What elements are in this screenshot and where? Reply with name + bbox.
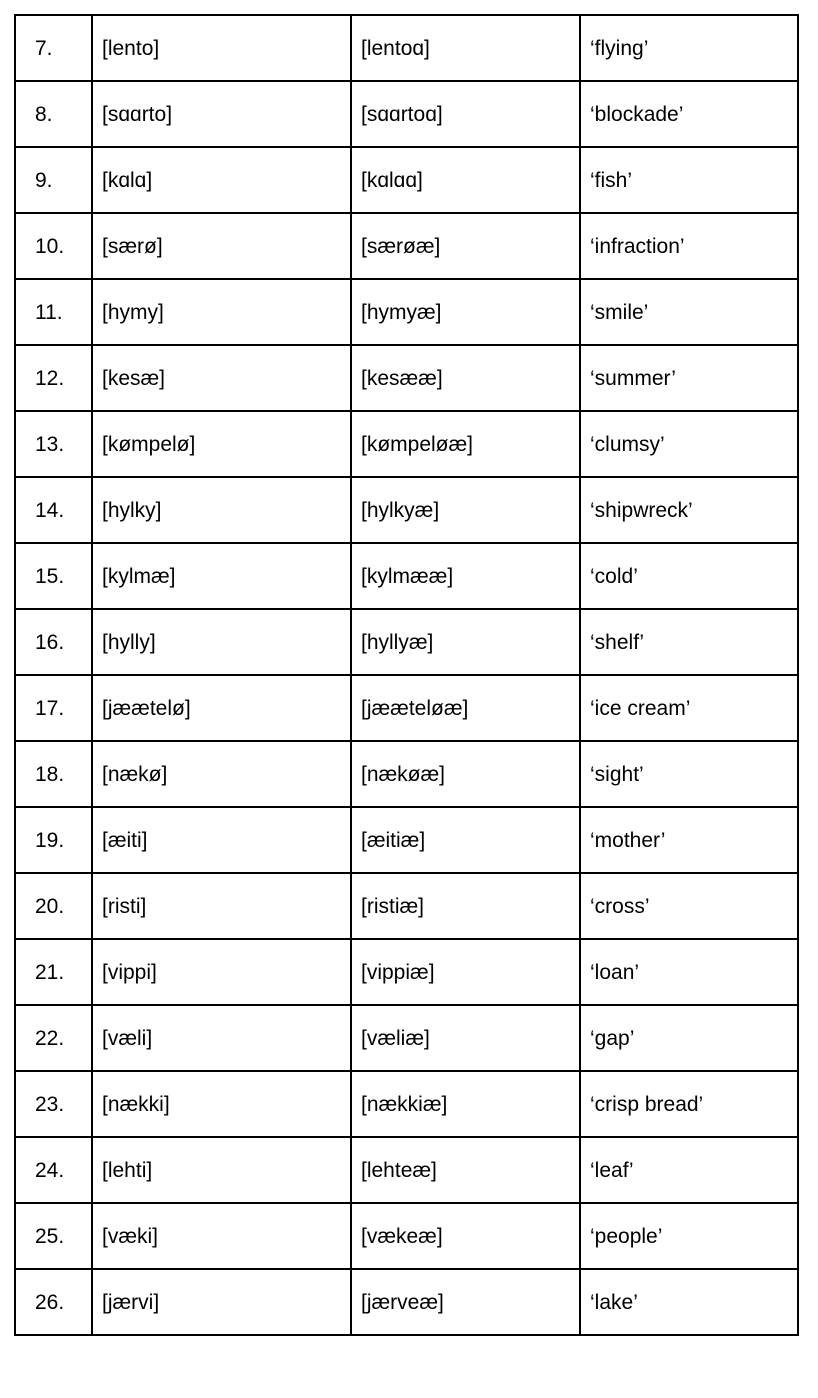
suffixed-form-cell: [vippiæ] bbox=[351, 939, 580, 1005]
row-number-cell: 26. bbox=[15, 1269, 92, 1335]
suffixed-form-cell: [særøæ] bbox=[351, 213, 580, 279]
singular-form-cell: [lento] bbox=[92, 15, 351, 81]
suffixed-form-cell: [lehteæ] bbox=[351, 1137, 580, 1203]
suffixed-form-cell: [vækeæ] bbox=[351, 1203, 580, 1269]
suffixed-form-cell: [ristiæ] bbox=[351, 873, 580, 939]
suffixed-form-cell: [æitiæ] bbox=[351, 807, 580, 873]
table-row bbox=[15, 675, 798, 741]
suffixed-form-cell: [væliæ] bbox=[351, 1005, 580, 1071]
gloss-cell: ‘cold’ bbox=[580, 543, 798, 609]
singular-form-cell: [kømpelø] bbox=[92, 411, 351, 477]
row-number-cell: 24. bbox=[15, 1137, 92, 1203]
singular-form-cell: [lehti] bbox=[92, 1137, 351, 1203]
suffixed-form-cell: [hymyæ] bbox=[351, 279, 580, 345]
table-row bbox=[15, 1005, 798, 1071]
row-number-cell: 14. bbox=[15, 477, 92, 543]
suffixed-form-cell: [jææteløæ] bbox=[351, 675, 580, 741]
gloss-cell: ‘mother’ bbox=[580, 807, 798, 873]
suffixed-form-cell: [kesææ] bbox=[351, 345, 580, 411]
row-number-cell: 13. bbox=[15, 411, 92, 477]
suffixed-form-cell: [kylmææ] bbox=[351, 543, 580, 609]
gloss-cell: ‘cross’ bbox=[580, 873, 798, 939]
gloss-cell: ‘crisp bread’ bbox=[580, 1071, 798, 1137]
singular-form-cell: [jærvi] bbox=[92, 1269, 351, 1335]
row-number-cell: 19. bbox=[15, 807, 92, 873]
singular-form-cell: [sɑɑrto] bbox=[92, 81, 351, 147]
suffixed-form-cell: [kɑlɑɑ] bbox=[351, 147, 580, 213]
table-row bbox=[15, 345, 798, 411]
row-number-cell: 7. bbox=[15, 15, 92, 81]
gloss-cell: ‘loan’ bbox=[580, 939, 798, 1005]
table-row bbox=[15, 147, 798, 213]
row-number-cell: 20. bbox=[15, 873, 92, 939]
gloss-cell: ‘blockade’ bbox=[580, 81, 798, 147]
gloss-cell: ‘sight’ bbox=[580, 741, 798, 807]
row-number-cell: 9. bbox=[15, 147, 92, 213]
table-row bbox=[15, 279, 798, 345]
singular-form-cell: [væki] bbox=[92, 1203, 351, 1269]
gloss-cell: ‘people’ bbox=[580, 1203, 798, 1269]
table-row bbox=[15, 939, 798, 1005]
table-row bbox=[15, 411, 798, 477]
suffixed-form-cell: [kømpeløæ] bbox=[351, 411, 580, 477]
gloss-cell: ‘lake’ bbox=[580, 1269, 798, 1335]
row-number-cell: 22. bbox=[15, 1005, 92, 1071]
suffixed-form-cell: [hylkyæ] bbox=[351, 477, 580, 543]
suffixed-form-cell: [nækkiæ] bbox=[351, 1071, 580, 1137]
singular-form-cell: [væli] bbox=[92, 1005, 351, 1071]
table-row bbox=[15, 1203, 798, 1269]
row-number-cell: 11. bbox=[15, 279, 92, 345]
word-table bbox=[14, 14, 799, 1336]
singular-form-cell: [jæætelø] bbox=[92, 675, 351, 741]
table-row bbox=[15, 81, 798, 147]
gloss-cell: ‘infraction’ bbox=[580, 213, 798, 279]
singular-form-cell: [kesæ] bbox=[92, 345, 351, 411]
row-number-cell: 18. bbox=[15, 741, 92, 807]
table-body bbox=[15, 15, 798, 1335]
singular-form-cell: [kylmæ] bbox=[92, 543, 351, 609]
table-row bbox=[15, 543, 798, 609]
singular-form-cell: [æiti] bbox=[92, 807, 351, 873]
row-number-cell: 21. bbox=[15, 939, 92, 1005]
table-row bbox=[15, 807, 798, 873]
gloss-cell: ‘gap’ bbox=[580, 1005, 798, 1071]
table-row bbox=[15, 873, 798, 939]
gloss-cell: ‘shipwreck’ bbox=[580, 477, 798, 543]
singular-form-cell: [hylky] bbox=[92, 477, 351, 543]
singular-form-cell: [særø] bbox=[92, 213, 351, 279]
row-number-cell: 8. bbox=[15, 81, 92, 147]
singular-form-cell: [nækø] bbox=[92, 741, 351, 807]
table-row bbox=[15, 741, 798, 807]
row-number-cell: 23. bbox=[15, 1071, 92, 1137]
table-row bbox=[15, 213, 798, 279]
gloss-cell: ‘summer’ bbox=[580, 345, 798, 411]
table-row bbox=[15, 477, 798, 543]
gloss-cell: ‘fish’ bbox=[580, 147, 798, 213]
suffixed-form-cell: [jærveæ] bbox=[351, 1269, 580, 1335]
singular-form-cell: [nækki] bbox=[92, 1071, 351, 1137]
table-row bbox=[15, 15, 798, 81]
table-row bbox=[15, 1137, 798, 1203]
row-number-cell: 15. bbox=[15, 543, 92, 609]
table-row bbox=[15, 1269, 798, 1335]
gloss-cell: ‘shelf’ bbox=[580, 609, 798, 675]
row-number-cell: 12. bbox=[15, 345, 92, 411]
gloss-cell: ‘smile’ bbox=[580, 279, 798, 345]
row-number-cell: 25. bbox=[15, 1203, 92, 1269]
singular-form-cell: [kɑlɑ] bbox=[92, 147, 351, 213]
suffixed-form-cell: [lentoɑ] bbox=[351, 15, 580, 81]
table-row bbox=[15, 1071, 798, 1137]
singular-form-cell: [risti] bbox=[92, 873, 351, 939]
row-number-cell: 10. bbox=[15, 213, 92, 279]
gloss-cell: ‘leaf’ bbox=[580, 1137, 798, 1203]
suffixed-form-cell: [sɑɑrtoɑ] bbox=[351, 81, 580, 147]
gloss-cell: ‘clumsy’ bbox=[580, 411, 798, 477]
singular-form-cell: [hylly] bbox=[92, 609, 351, 675]
row-number-cell: 17. bbox=[15, 675, 92, 741]
suffixed-form-cell: [hyllyæ] bbox=[351, 609, 580, 675]
singular-form-cell: [hymy] bbox=[92, 279, 351, 345]
table-row bbox=[15, 609, 798, 675]
gloss-cell: ‘ice cream’ bbox=[580, 675, 798, 741]
gloss-cell: ‘flying’ bbox=[580, 15, 798, 81]
row-number-cell: 16. bbox=[15, 609, 92, 675]
singular-form-cell: [vippi] bbox=[92, 939, 351, 1005]
suffixed-form-cell: [nækøæ] bbox=[351, 741, 580, 807]
